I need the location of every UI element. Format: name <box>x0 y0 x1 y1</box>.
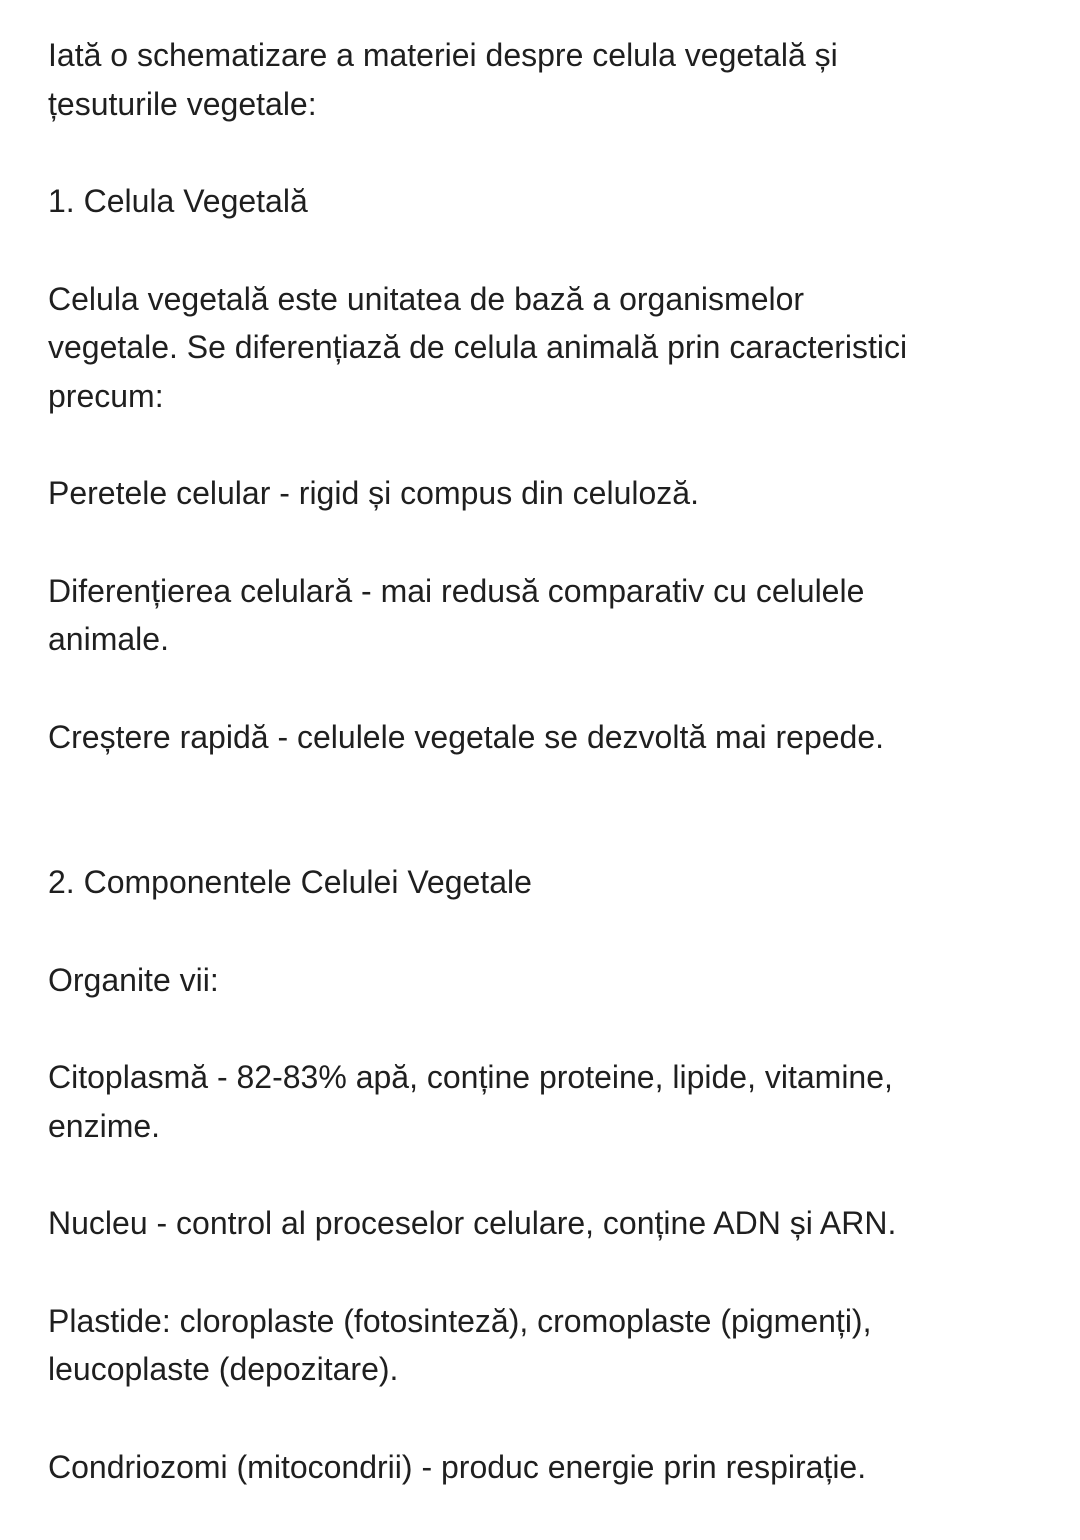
item-nucleu <box>48 1199 1058 1248</box>
subheading-organite-vii <box>48 956 1058 1005</box>
text-line: animale. <box>48 621 169 657</box>
item-citoplasma <box>48 1053 1058 1150</box>
characteristic-cell-wall <box>48 469 1058 518</box>
item-plastide <box>48 1297 1058 1394</box>
definition-paragraph <box>48 275 1058 421</box>
heading-text: 2. Componentele Celulei Vegetale <box>48 864 532 900</box>
text-line: Plastide: cloroplaste (fotosinteză), cromoplaste (pigmenți), <box>48 1302 872 1339</box>
section-heading-2 <box>48 858 1058 907</box>
text-line: Peretele celular - rigid și compus din celuloză. <box>48 475 699 511</box>
text-line: țesuturile vegetale: <box>48 85 317 122</box>
text-line: Nucleu - control al proceselor celulare, conține ADN și ARN. <box>48 1205 897 1241</box>
text-line: Organite vii: <box>48 961 219 998</box>
text-line: Condriozomi (mitocondrii) - produc energie prin respirație. <box>48 1448 867 1485</box>
text-line: Diferențierea celulară - mai redusă comparativ cu celulele <box>48 572 865 609</box>
text-line: leucoplaste (depozitare). <box>48 1351 399 1387</box>
document-body <box>48 31 1058 1540</box>
characteristic-differentiation <box>48 567 1058 664</box>
text-line: Citoplasmă - 82-83% apă, conține proteine, lipide, vitamine, <box>48 1059 893 1095</box>
intro-paragraph <box>48 31 1058 128</box>
heading-text: 1. Celula Vegetală <box>48 183 308 219</box>
text-line: precum: <box>48 377 164 414</box>
text-line: vegetale. Se diferențiază de celula animală prin caracteristici <box>48 329 908 365</box>
section-heading-1 <box>48 177 1058 226</box>
text-line: Creștere rapidă - celulele vegetale se dezvoltă mai repede. <box>48 718 885 755</box>
text-line: enzime. <box>48 1107 161 1144</box>
characteristic-growth <box>48 713 1058 762</box>
text-line: Celula vegetală este unitatea de bază a organismelor <box>48 280 805 317</box>
text-line: Iată o schematizare a materiei despre celula vegetală și <box>48 37 838 73</box>
item-condriozomi <box>48 1443 1058 1492</box>
